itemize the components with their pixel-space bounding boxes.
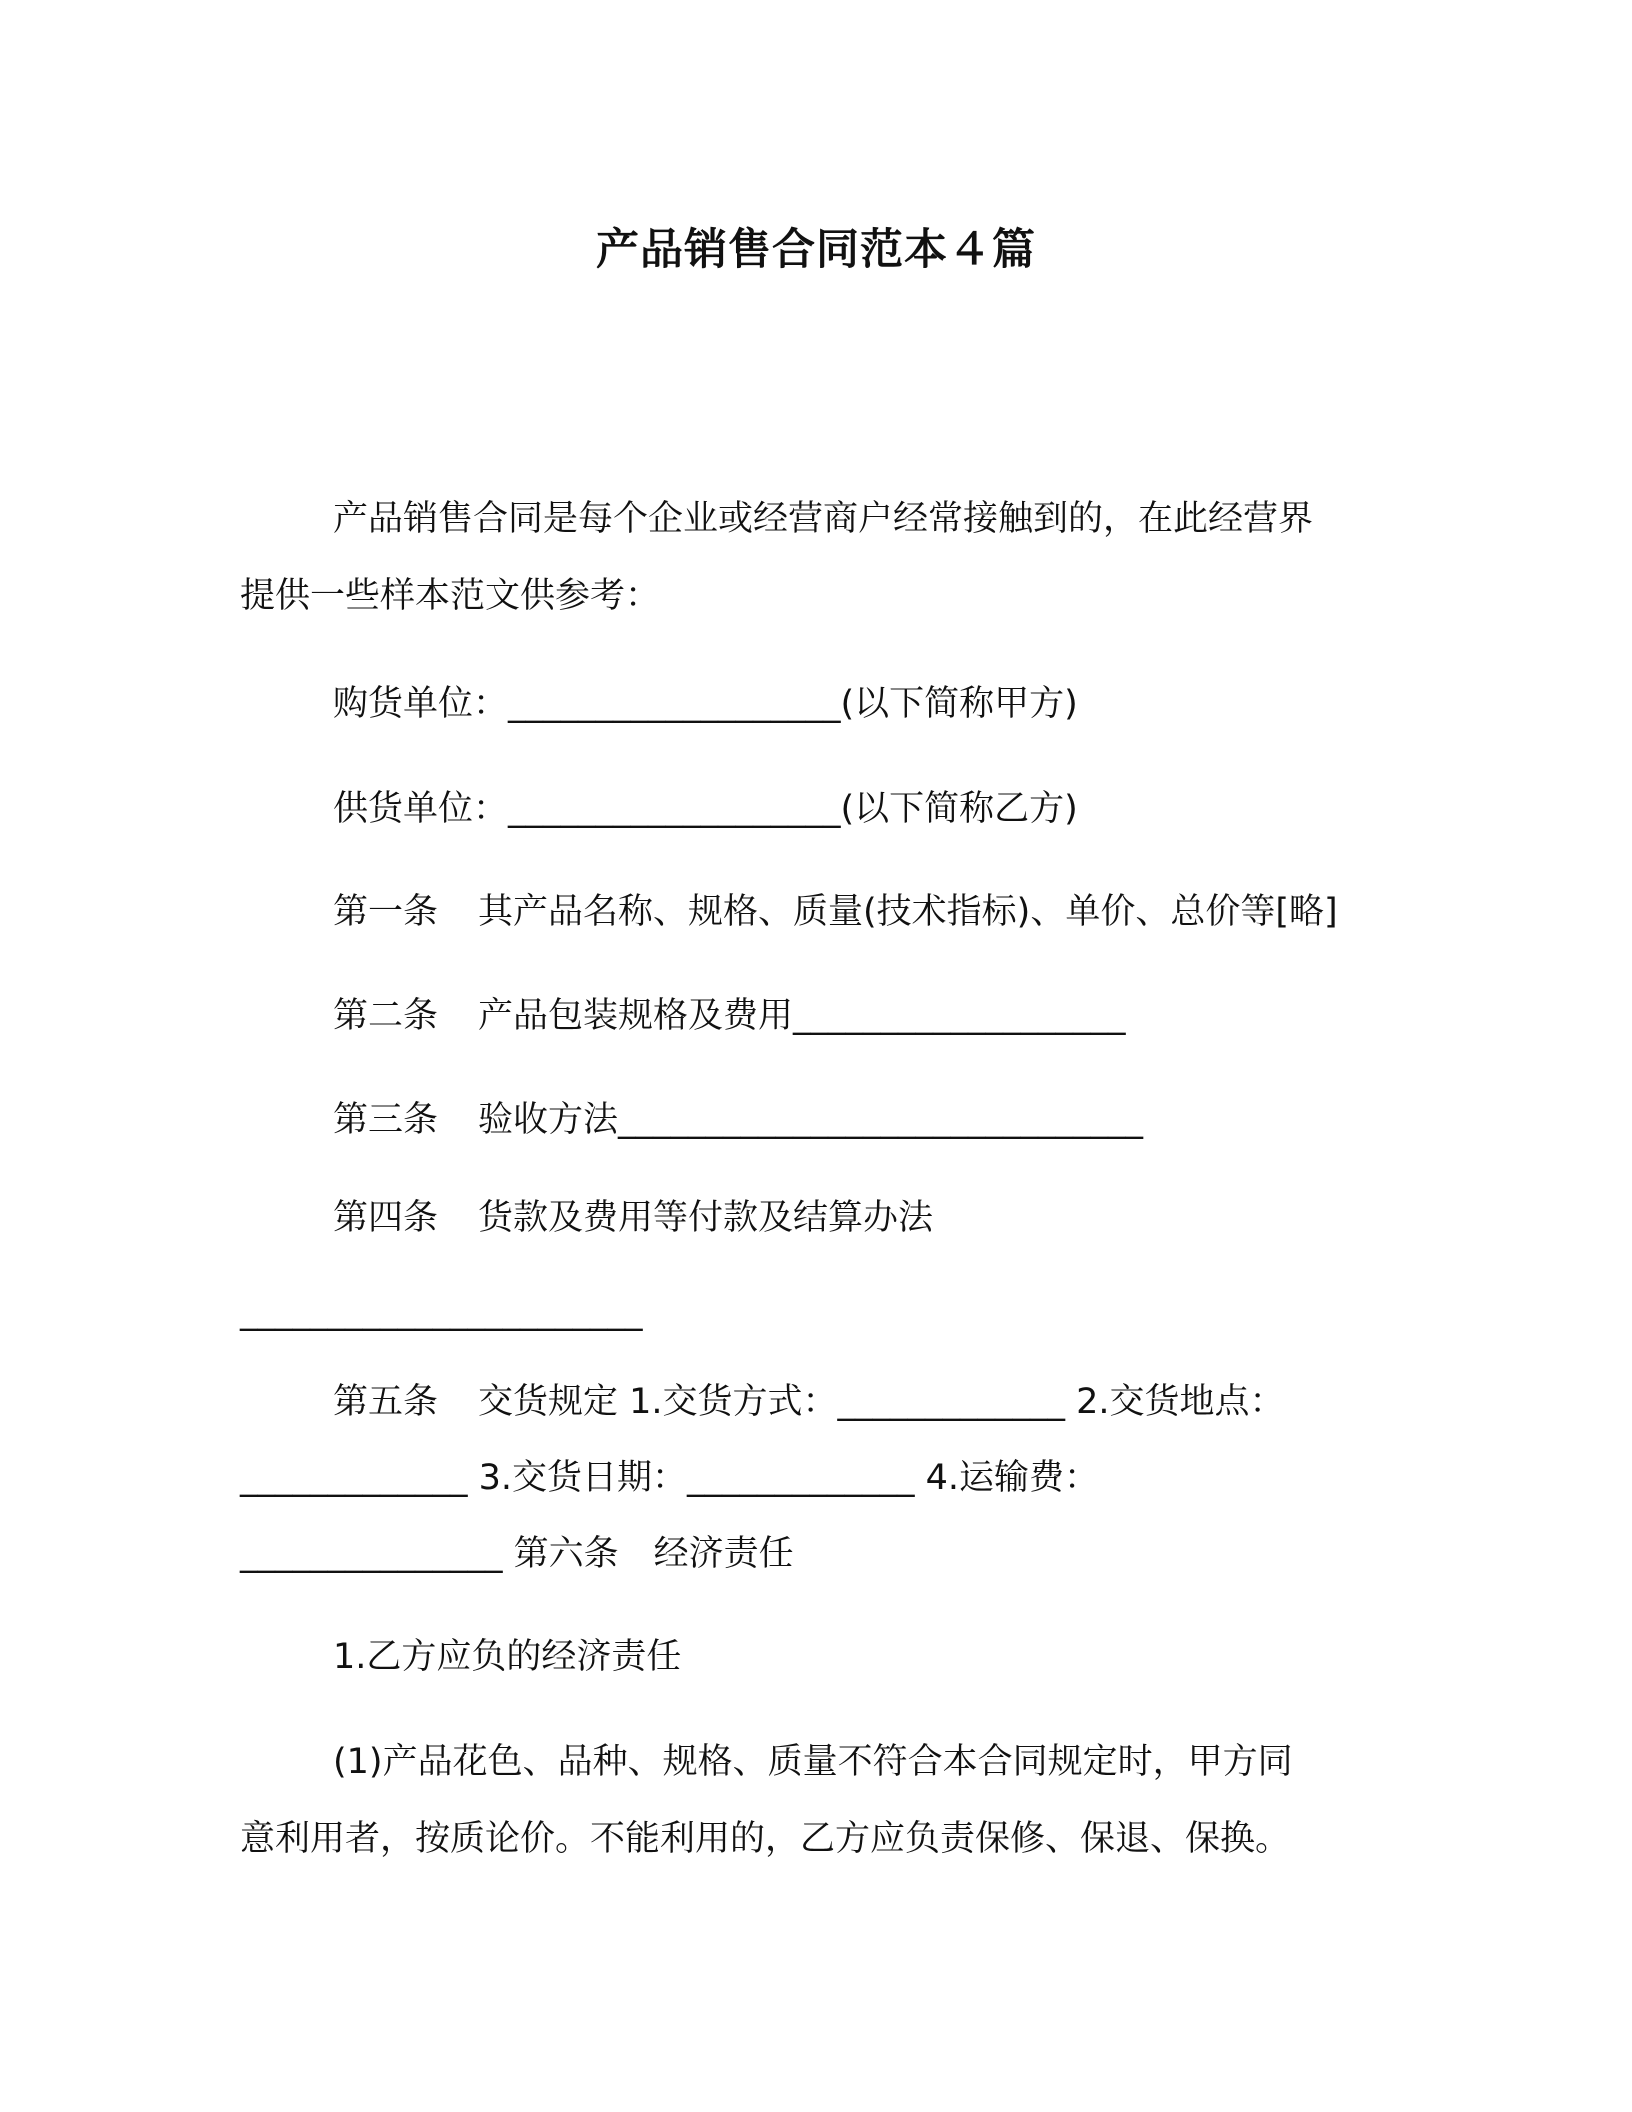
article-4-label: 第四条 xyxy=(333,1198,439,1238)
seller-line: 供货单位：___________________(以下简称乙方) xyxy=(333,789,1078,829)
article-5-line-3: _______________ 第六条 经济责任 xyxy=(240,1534,794,1574)
article-1 xyxy=(333,888,1338,936)
article-5-label: 第五条 xyxy=(333,1382,439,1422)
article-1-label: 第一条 xyxy=(333,892,439,932)
intro-line-2: 提供一些样本范文供参考： xyxy=(240,576,661,616)
article-3-label: 第三条 xyxy=(333,1100,439,1140)
article-3-text: 验收方法______________________________ xyxy=(478,1100,1144,1140)
article-5-text: 交货规定 1.交货方式：_____________ 2.交货地点： xyxy=(478,1382,1285,1422)
article-2 xyxy=(333,992,1126,1040)
article-2-label: 第二条 xyxy=(333,996,439,1036)
document-title: 产品销售合同范本４篇 xyxy=(596,225,1036,275)
article-5 xyxy=(333,1378,1285,1426)
section-1-heading: 1.乙方应负的经济责任 xyxy=(333,1637,682,1677)
article-4-blank: _______________________ xyxy=(240,1292,643,1332)
buyer-line: 购货单位：___________________(以下简称甲方) xyxy=(333,684,1078,724)
article-5-line-2: _____________ 3.交货日期：_____________ 4.运输费： xyxy=(240,1458,1100,1498)
article-4-text: 货款及费用等付款及结算办法 xyxy=(478,1198,934,1238)
item-1-line-1: (1)产品花色、品种、规格、质量不符合本合同规定时，甲方同 xyxy=(333,1742,1293,1782)
intro-line-1: 产品销售合同是每个企业或经营商户经常接触到的，在此经营界 xyxy=(333,499,1314,539)
article-4 xyxy=(333,1194,933,1242)
article-2-text: 产品包装规格及费用___________________ xyxy=(478,996,1126,1036)
article-3 xyxy=(333,1096,1143,1144)
article-1-text: 其产品名称、规格、质量(技术指标)、单价、总价等[略] xyxy=(478,892,1338,932)
item-1-line-2: 意利用者，按质论价。不能利用的，乙方应负责保修、保退、保换。 xyxy=(240,1819,1291,1859)
